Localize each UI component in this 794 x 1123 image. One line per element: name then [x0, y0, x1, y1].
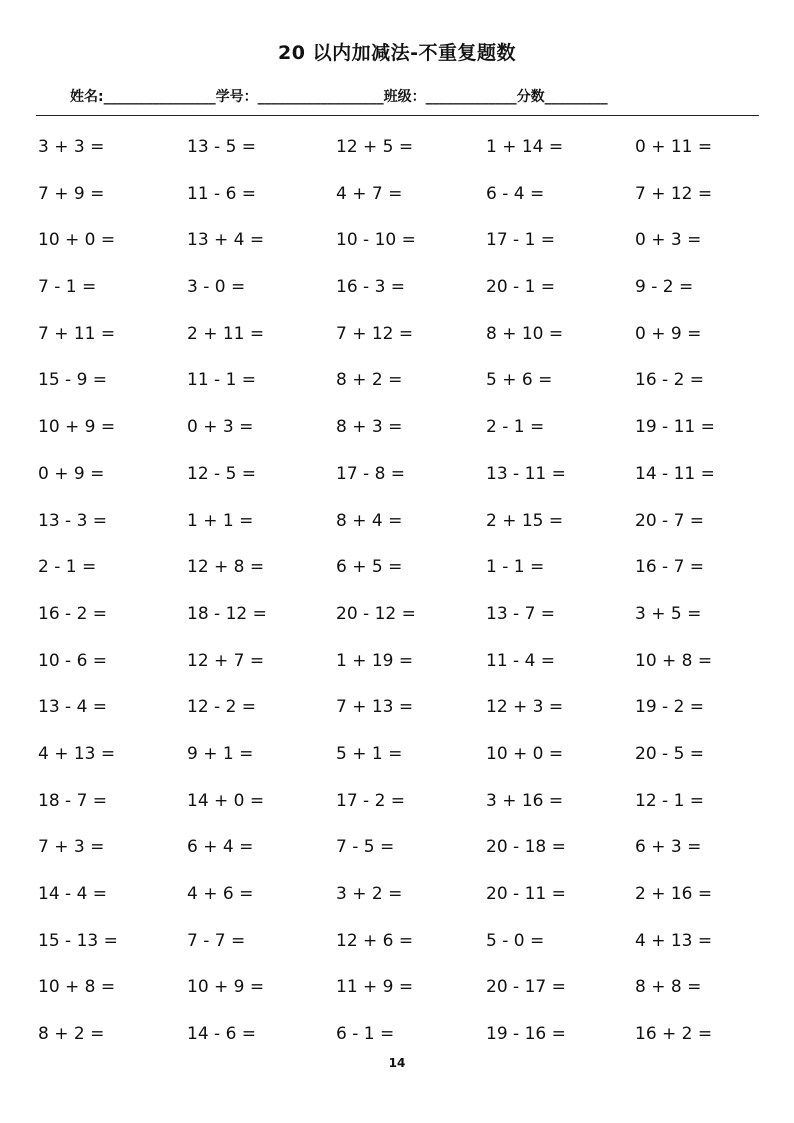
problem-row [38, 412, 758, 459]
problem-cell: 13 - 7 = [486, 603, 556, 624]
problem-row [38, 832, 758, 879]
problem-cell: 20 - 7 = [635, 510, 705, 531]
student-id-field-label: 学号：__________________ [215, 89, 384, 105]
problem-cell: 16 - 2 = [635, 370, 705, 391]
problem-cell: 20 - 5 = [635, 743, 705, 764]
problem-cell: 9 - 2 = [635, 277, 694, 298]
problem-cell: 2 + 16 = [635, 884, 713, 904]
problem-cell: 20 - 18 = [486, 837, 566, 858]
problem-cell: 7 - 7 = [187, 930, 246, 951]
problem-cell: 16 + 2 = [635, 1024, 713, 1045]
problem-cell: 12 - 5 = [187, 463, 257, 484]
problem-cell: 6 + 5 = [336, 557, 403, 578]
header-divider [36, 115, 759, 116]
problem-cell: 1 + 14 = [486, 137, 564, 157]
problem-row [38, 506, 758, 553]
problem-cell: 3 - 0 = [187, 277, 246, 298]
problem-row [38, 786, 758, 833]
problem-cell: 18 - 12 = [187, 603, 267, 624]
problem-cell: 1 + 1 = [187, 510, 254, 531]
problem-cell: 10 + 0 = [486, 743, 564, 764]
page-title: 20 以内加减法-不重复题数 [278, 42, 516, 64]
problem-cell: 10 + 9 = [187, 977, 265, 998]
problem-cell: 0 + 9 = [635, 323, 702, 344]
problem-cell: 4 + 6 = [187, 884, 254, 904]
problem-cell: 14 + 0 = [187, 790, 265, 811]
problem-cell: 10 + 8 = [635, 650, 713, 671]
problem-cell: 1 + 19 = [336, 650, 414, 671]
problem-cell: 17 - 2 = [336, 790, 406, 811]
problem-cell: 2 + 11 = [187, 323, 265, 344]
problem-cell: 19 - 2 = [635, 697, 705, 718]
problem-cell: 4 + 13 = [635, 930, 713, 951]
problem-cell: 7 + 12 = [635, 183, 713, 204]
problem-cell: 8 + 8 = [635, 977, 702, 998]
problem-cell: 0 + 3 = [187, 417, 254, 438]
problem-cell: 0 + 11 = [635, 137, 713, 157]
name-field-label: 姓名:________________ [70, 89, 216, 105]
problem-cell: 6 - 1 = [336, 1024, 395, 1045]
problem-cell: 8 + 4 = [336, 510, 403, 531]
problem-row [38, 646, 758, 693]
problem-cell: 13 - 3 = [38, 510, 108, 531]
problem-cell: 20 - 17 = [486, 977, 566, 998]
problem-cell: 12 + 7 = [187, 650, 265, 671]
problem-cell: 12 - 2 = [187, 697, 257, 718]
problem-cell: 10 - 10 = [336, 230, 416, 251]
problem-cell: 7 + 11 = [38, 323, 116, 344]
problem-cell: 2 + 15 = [486, 510, 564, 531]
problem-cell: 14 - 11 = [635, 463, 715, 484]
problem-cell: 8 + 2 = [38, 1024, 105, 1045]
class-field-label: 班级：_____________ [383, 89, 517, 105]
problem-cell: 4 + 7 = [336, 183, 403, 204]
problem-cell: 15 - 9 = [38, 370, 108, 391]
problem-cell: 7 + 13 = [336, 697, 414, 718]
problem-cell: 18 - 7 = [38, 790, 108, 811]
problem-cell: 20 - 12 = [336, 603, 416, 624]
problem-cell: 7 + 12 = [336, 323, 414, 344]
problem-row [38, 319, 758, 366]
problem-cell: 8 + 10 = [486, 323, 564, 344]
problem-cell: 10 + 8 = [38, 977, 116, 998]
problem-cell: 4 + 13 = [38, 743, 116, 764]
problem-cell: 3 + 16 = [486, 790, 564, 811]
problem-cell: 6 + 3 = [635, 837, 702, 858]
problem-cell: 13 - 11 = [486, 463, 566, 484]
problem-cell: 5 + 6 = [486, 370, 553, 391]
problem-cell: 13 + 4 = [187, 230, 265, 251]
problem-cell: 11 + 9 = [336, 977, 414, 998]
score-field-label: 分数_________ [516, 89, 608, 105]
problem-row [38, 365, 758, 412]
problem-cell: 10 - 6 = [38, 650, 108, 671]
problem-row [38, 225, 758, 272]
problem-cell: 12 + 3 = [486, 697, 564, 718]
problem-row [38, 599, 758, 646]
problem-cell: 15 - 13 = [38, 930, 118, 951]
problem-grid [38, 132, 758, 1066]
problem-row [38, 879, 758, 926]
problem-cell: 10 + 0 = [38, 230, 116, 251]
problem-cell: 3 + 2 = [336, 884, 403, 904]
problem-cell: 19 - 16 = [486, 1024, 566, 1045]
problem-cell: 5 - 0 = [486, 930, 545, 951]
problem-row [38, 272, 758, 319]
problem-cell: 16 - 7 = [635, 557, 705, 578]
problem-row [38, 552, 758, 599]
problem-cell: 20 - 11 = [486, 884, 566, 904]
problem-cell: 3 + 5 = [635, 603, 702, 624]
problem-cell: 13 - 4 = [38, 697, 108, 718]
problem-cell: 17 - 1 = [486, 230, 556, 251]
problem-cell: 11 - 4 = [486, 650, 556, 671]
problem-cell: 12 - 1 = [635, 790, 705, 811]
problem-row [38, 739, 758, 786]
problem-cell: 17 - 8 = [336, 463, 406, 484]
problem-cell: 7 + 9 = [38, 183, 105, 204]
problem-row [38, 179, 758, 226]
problem-cell: 3 + 3 = [38, 137, 105, 157]
problem-cell: 8 + 3 = [336, 417, 403, 438]
problem-cell: 14 - 6 = [187, 1024, 257, 1045]
problem-cell: 12 + 6 = [336, 930, 414, 951]
problem-cell: 0 + 9 = [38, 463, 105, 484]
problem-row [38, 459, 758, 506]
page-number: 14 [388, 1056, 406, 1070]
problem-cell: 12 + 8 = [187, 557, 265, 578]
problem-cell: 10 + 9 = [38, 417, 116, 438]
problem-row [38, 972, 758, 1019]
problem-cell: 20 - 1 = [486, 277, 556, 298]
problem-cell: 14 - 4 = [38, 884, 108, 904]
problem-cell: 7 + 3 = [38, 837, 105, 858]
student-info-line [70, 86, 750, 106]
problem-cell: 16 - 3 = [336, 277, 406, 298]
problem-cell: 5 + 1 = [336, 743, 403, 764]
problem-row [38, 926, 758, 973]
problem-cell: 9 + 1 = [187, 743, 254, 764]
problem-cell: 2 - 1 = [38, 557, 97, 578]
problem-row [38, 132, 758, 179]
problem-cell: 8 + 2 = [336, 370, 403, 391]
problem-cell: 16 - 2 = [38, 603, 108, 624]
problem-row [38, 692, 758, 739]
problem-cell: 12 + 5 = [336, 137, 414, 157]
problem-cell: 6 - 4 = [486, 183, 545, 204]
problem-cell: 1 - 1 = [486, 557, 545, 578]
problem-cell: 7 - 1 = [38, 277, 97, 298]
problem-cell: 0 + 3 = [635, 230, 702, 251]
problem-cell: 7 - 5 = [336, 837, 395, 858]
problem-cell: 19 - 11 = [635, 417, 715, 438]
problem-cell: 13 - 5 = [187, 137, 257, 157]
problem-cell: 11 - 1 = [187, 370, 257, 391]
problem-cell: 11 - 6 = [187, 183, 257, 204]
problem-cell: 2 - 1 = [486, 417, 545, 438]
problem-cell: 6 + 4 = [187, 837, 254, 858]
